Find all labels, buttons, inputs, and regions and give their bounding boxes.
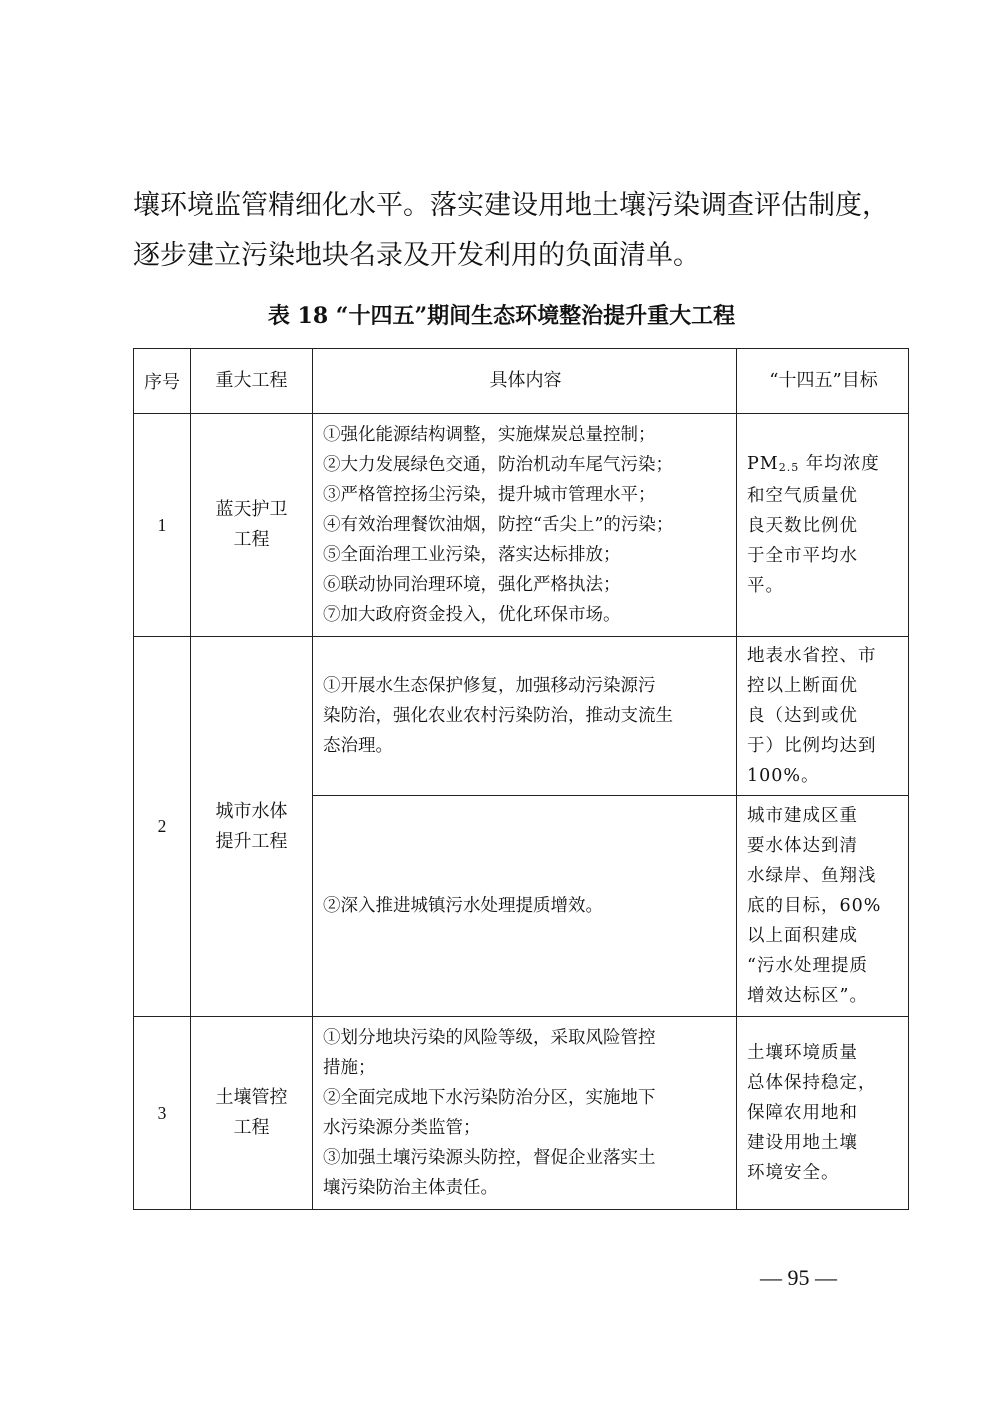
row-target xyxy=(737,796,909,1017)
content-line: ①强化能源结构调整，实施煤炭总量控制； xyxy=(323,425,656,445)
content-line: ⑥联动协同治理环境，强化严格执法； xyxy=(323,575,621,595)
paragraph-line: 逐步建立污染地块名录及开发利用的负面清单。 xyxy=(133,240,700,271)
row-content xyxy=(313,796,737,1017)
table-row xyxy=(134,414,909,637)
row-no: 1 xyxy=(134,414,191,637)
body-paragraph xyxy=(133,181,889,281)
row-project xyxy=(191,637,313,1017)
row-target xyxy=(737,1017,909,1210)
target-line: “污水处理提质 xyxy=(747,956,868,976)
project-line: 提升工程 xyxy=(215,830,288,852)
target-line: 和空气质量优 xyxy=(747,486,858,506)
pm-label: PM xyxy=(747,454,779,474)
row-content xyxy=(313,1017,737,1210)
target-line: 于）比例均达到 xyxy=(747,736,877,756)
project-line: 工程 xyxy=(233,529,270,550)
content-line: 壤污染防治主体责任。 xyxy=(323,1178,498,1198)
projects-table xyxy=(133,348,909,1210)
target-line: 总体保持稳定， xyxy=(747,1073,877,1093)
target-line: 良天数比例优 xyxy=(747,516,858,536)
content-line: 措施； xyxy=(323,1058,376,1078)
target-line: 环境安全。 xyxy=(747,1163,840,1183)
content-line: 水污染源分类监管； xyxy=(323,1118,481,1138)
content-line: ①开展水生态保护修复，加强移动污染源污 xyxy=(323,676,656,696)
pm-subscript: 2.5 xyxy=(778,461,800,474)
row-target xyxy=(737,414,909,637)
content-line: 染防治，强化农业农村污染防治，推动支流生 xyxy=(323,706,673,726)
target-line: 于全市平均水 xyxy=(747,546,858,566)
target-line: 增效达标区”。 xyxy=(747,986,868,1006)
target-line: 要水体达到清 xyxy=(747,836,858,856)
target-line: 地表水省控、市 xyxy=(747,646,877,666)
header-target: “十四五”目标 xyxy=(737,349,909,414)
target-line: 土壤环境质量 xyxy=(747,1043,858,1063)
row-content xyxy=(313,637,737,796)
target-line: 底的目标，60% xyxy=(747,896,882,916)
content-line: ⑦加大政府资金投入，优化环保市场。 xyxy=(323,605,621,625)
page-number: — 95 — xyxy=(760,1265,837,1290)
target-line: 以上面积建成 xyxy=(747,926,858,946)
project-line: 工程 xyxy=(233,1117,270,1138)
row-content xyxy=(313,414,737,637)
table-title: 表 18 “十四五”期间生态环境整治提升重大工程 xyxy=(267,303,736,329)
project-line: 土壤管控 xyxy=(215,1087,288,1108)
project-line: 蓝天护卫 xyxy=(215,499,288,520)
content-line: 态治理。 xyxy=(323,736,393,756)
target-line: 水绿岸、鱼翔浅 xyxy=(747,866,877,886)
content-line: ②深入推进城镇污水处理提质增效。 xyxy=(323,896,603,916)
target-line xyxy=(747,449,900,481)
row-no: 2 xyxy=(134,637,191,1017)
header-no: 序号 xyxy=(134,349,191,414)
paragraph-line: 壤环境监管精细化水平。落实建设用地土壤污染调查评估制度， xyxy=(133,190,889,221)
header-project: 重大工程 xyxy=(191,349,313,414)
content-line: ④有效治理餐饮油烟，防控“舌尖上”的污染； xyxy=(323,515,674,535)
target-line: 控以上断面优 xyxy=(747,676,858,696)
content-line: ③加强土壤污染源头防控，督促企业落实土 xyxy=(323,1148,656,1168)
target-line: 100%。 xyxy=(747,766,820,786)
header-content: 具体内容 xyxy=(313,349,737,414)
row-target xyxy=(737,637,909,796)
row-project xyxy=(191,1017,313,1210)
row-no: 3 xyxy=(134,1017,191,1210)
content-line: ②大力发展绿色交通，防治机动车尾气污染； xyxy=(323,455,673,475)
content-line: ③严格管控扬尘污染，提升城市管理水平； xyxy=(323,485,656,505)
target-line: 平。 xyxy=(747,576,784,596)
target-line: 保障农用地和 xyxy=(747,1103,858,1123)
content-line: ⑤全面治理工业污染，落实达标排放； xyxy=(323,545,621,565)
table-row xyxy=(134,1017,909,1210)
target-line: 良（达到或优 xyxy=(747,706,858,726)
content-line: ①划分地块污染的风险等级，采取风险管控 xyxy=(323,1028,656,1048)
pm-suffix: 年均浓度 xyxy=(799,454,880,474)
table-header-row xyxy=(134,349,909,414)
row-project xyxy=(191,414,313,637)
target-line: 建设用地土壤 xyxy=(747,1133,858,1153)
content-line: ②全面完成地下水污染防治分区，实施地下 xyxy=(323,1088,656,1108)
project-line: 城市水体 xyxy=(215,800,288,822)
target-line: 城市建成区重 xyxy=(747,806,858,826)
table-row xyxy=(134,637,909,796)
